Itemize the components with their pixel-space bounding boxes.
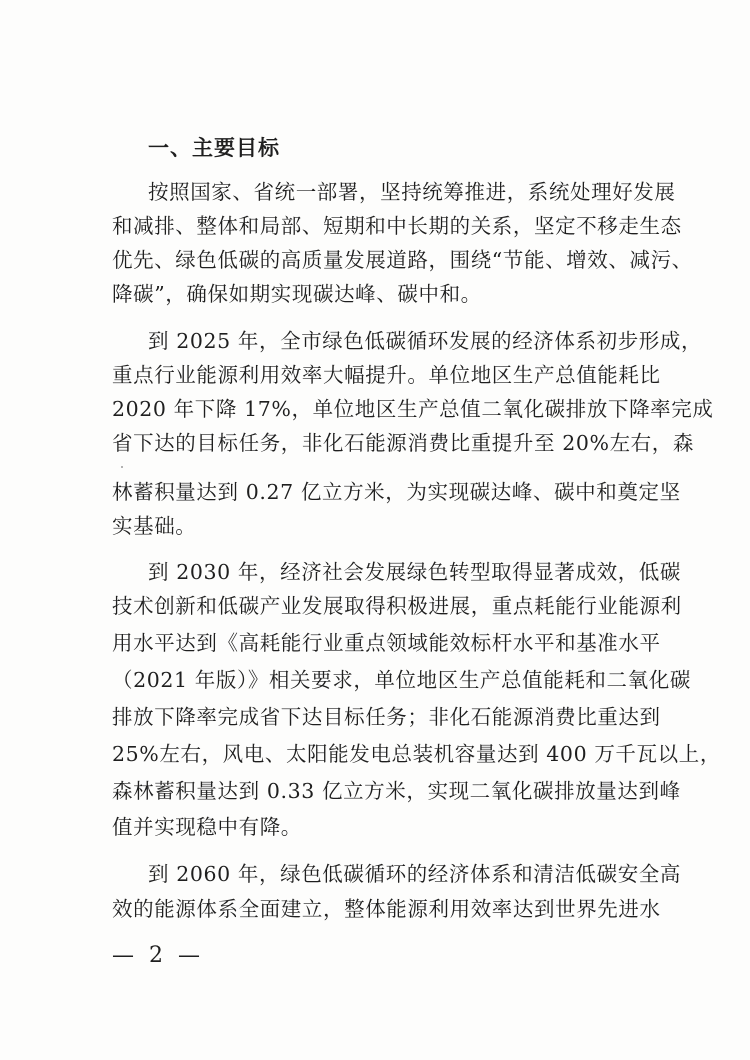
paragraph-line: 排放下降率完成省下达目标任务；非化石能源消费比重达到 — [112, 705, 661, 729]
paragraph-line: 用水平达到《高耗能行业重点领域能效标杆水平和基准水平 — [112, 631, 661, 655]
page-number: — 2 — — [112, 943, 204, 968]
paragraph-line: 效的能源体系全面建立，整体能源利用效率达到世界先进水 — [112, 897, 661, 921]
paragraph-line: 重点行业能源利用效率大幅提升。单位地区生产总值能耗比 — [112, 363, 661, 387]
paragraph-line: 实基础。 — [112, 514, 197, 538]
paragraph-line: 值并实现稳中有降。 — [112, 815, 302, 839]
paragraph-line: 按照国家、省统一部署，坚持统筹推进，系统处理好发展 — [148, 180, 676, 204]
paragraph-line: 到 2030 年，经济社会发展绿色转型取得显著成效，低碳 — [148, 560, 682, 584]
paragraph-line: 2020 年下降 17%，单位地区生产总值二氧化碳排放下降率完成 — [112, 397, 714, 421]
paragraph-line: 25%左右，风电、太阳能发电总装机容量达到 400 万千瓦以上， — [112, 742, 721, 766]
paragraph-line: 技术创新和低碳产业发展取得积极进展，重点耗能行业能源利 — [112, 594, 682, 618]
paragraph-line: 降碳”，确保如期实现碳达峰、碳中和。 — [112, 282, 482, 306]
paragraph-line: 和减排、整体和局部、短期和中长期的关系，坚定不移走生态 — [112, 214, 682, 238]
paragraph-line: 森林蓄积量达到 0.33 亿立方米，实现二氧化碳排放量达到峰 — [112, 779, 681, 803]
scan-speck — [121, 466, 123, 468]
paragraph-line: 优先、绿色低碳的高质量发展道路，围绕“节能、增效、减污、 — [112, 248, 693, 272]
paragraph-line: 到 2025 年，全市绿色低碳循环发展的经济体系初步形成， — [148, 329, 703, 353]
paragraph-line: （2021 年版）》相关要求，单位地区生产总值能耗和二氧化碳 — [112, 668, 691, 692]
paragraph-line: 到 2060 年，绿色低碳循环的经济体系和清洁低碳安全高 — [148, 862, 682, 886]
paragraph-line: 省下达的目标任务，非化石能源消费比重提升至 20%左右，森 — [112, 431, 694, 455]
section-heading: 一、主要目标 — [148, 136, 280, 160]
paragraph-line: 林蓄积量达到 0.27 亿立方米，为实现碳达峰、碳中和奠定坚 — [112, 480, 681, 504]
